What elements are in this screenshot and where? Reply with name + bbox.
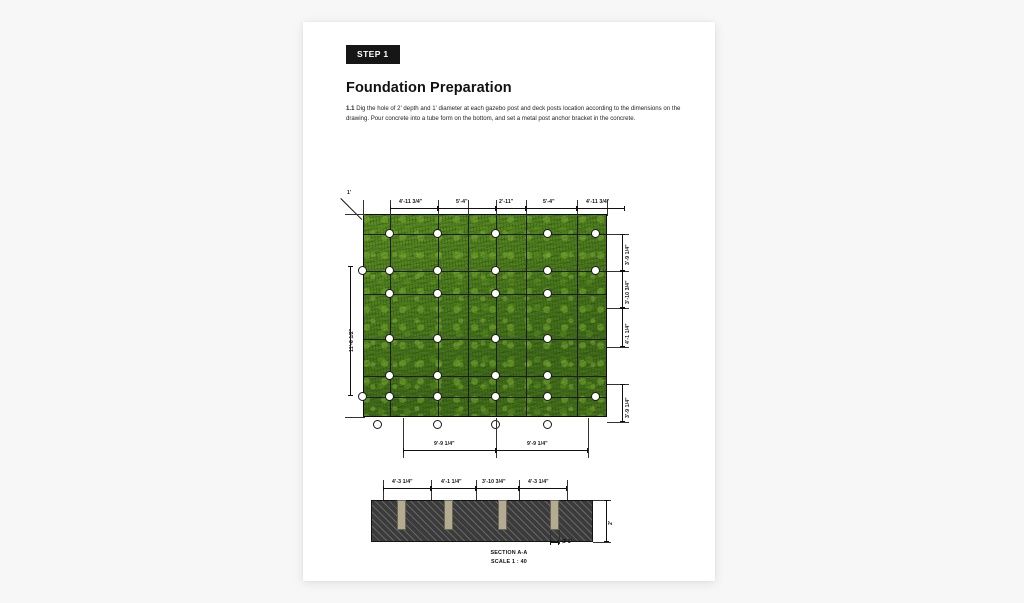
plan-top-dim-line bbox=[496, 208, 526, 209]
instruction-text: Dig the hole of 2' depth and 1' diameter at each gazebo post and deck posts location according to the dimensions on the drawing. Pour concrete into a tube form on the bottom, and set a metal post anchor bracket in the concrete. bbox=[346, 105, 681, 122]
plan-bottom-dim-line bbox=[496, 450, 588, 451]
plan-grass-area bbox=[363, 214, 607, 417]
page-title: Foundation Preparation bbox=[346, 80, 512, 96]
corner-note-label: 1' bbox=[347, 190, 351, 196]
instruction-number: 1.1 bbox=[346, 105, 355, 112]
plan-grid-line-v bbox=[390, 214, 391, 417]
section-dim-label: 4'-1 1/4" bbox=[441, 479, 462, 485]
section-caption-title: SECTION A-A bbox=[490, 550, 528, 556]
post-hole bbox=[433, 229, 442, 238]
section-footing bbox=[397, 500, 406, 530]
plan-grid-line-v bbox=[438, 214, 439, 417]
plan-top-dim-line bbox=[526, 208, 577, 209]
post-hole bbox=[433, 289, 442, 298]
plan-right-dim-line bbox=[622, 234, 623, 271]
plan-top-dim-line bbox=[438, 208, 496, 209]
ext-line bbox=[345, 214, 365, 215]
plan-grid-line-v bbox=[496, 214, 497, 417]
post-hole bbox=[385, 266, 394, 275]
plan-grid-line-h bbox=[363, 397, 607, 398]
section-dim-label: 4'-3 1/4" bbox=[528, 479, 549, 485]
ext-line bbox=[559, 530, 560, 544]
post-hole bbox=[433, 266, 442, 275]
plan-top-dim-label: 5'-4" bbox=[456, 199, 468, 205]
ext-line bbox=[607, 422, 629, 423]
ext-line bbox=[567, 480, 568, 500]
plan-grid-line-h bbox=[363, 376, 607, 377]
plan-right-dim-label: 4'-1 1/4" bbox=[625, 323, 631, 344]
post-hole bbox=[543, 266, 552, 275]
ext-line bbox=[607, 347, 629, 348]
plan-top-dim-label: 4'-11 3/4" bbox=[399, 199, 423, 205]
ext-line bbox=[607, 271, 629, 272]
post-hole bbox=[433, 392, 442, 401]
post-hole bbox=[491, 289, 500, 298]
section-dim-line bbox=[383, 488, 431, 489]
plan-grid-line-h bbox=[363, 271, 607, 272]
plan-grid-line-h bbox=[363, 294, 607, 295]
section-dim-line bbox=[476, 488, 519, 489]
section-diameter-label: Ø 1' bbox=[562, 539, 572, 545]
section-depth-dim-line bbox=[606, 500, 607, 542]
post-hole bbox=[591, 392, 600, 401]
post-hole bbox=[543, 229, 552, 238]
post-hole bbox=[373, 420, 382, 429]
post-hole bbox=[491, 266, 500, 275]
plan-right-dim-line bbox=[622, 308, 623, 347]
section-caption-scale: SCALE 1 : 40 bbox=[491, 559, 527, 565]
post-hole bbox=[543, 334, 552, 343]
section-dim-line bbox=[431, 488, 476, 489]
ext-line bbox=[588, 418, 589, 458]
plan-outline-bottom bbox=[363, 416, 607, 417]
section-footing bbox=[498, 500, 507, 530]
section-depth-label: 2' bbox=[608, 520, 614, 525]
post-hole bbox=[385, 229, 394, 238]
plan-grid-line-h bbox=[363, 339, 607, 340]
ext-line bbox=[593, 542, 611, 543]
post-hole bbox=[543, 371, 552, 380]
plan-grid-line-h bbox=[363, 234, 607, 235]
post-hole bbox=[358, 266, 367, 275]
plan-bottom-dim-label: 9'-9 1/4" bbox=[434, 441, 455, 447]
post-hole bbox=[543, 289, 552, 298]
plan-bottom-dim-line bbox=[403, 450, 496, 451]
post-hole bbox=[433, 420, 442, 429]
post-hole bbox=[385, 334, 394, 343]
step-badge: STEP 1 bbox=[346, 45, 400, 64]
plan-top-dim-label: 4'-11 3/4" bbox=[586, 199, 610, 205]
ext-line bbox=[607, 234, 629, 235]
post-hole bbox=[385, 289, 394, 298]
post-hole bbox=[491, 371, 500, 380]
post-hole bbox=[591, 229, 600, 238]
plan-outline-right bbox=[606, 214, 607, 417]
section-diameter-dim-line bbox=[550, 542, 559, 543]
ext-line bbox=[345, 417, 365, 418]
post-hole bbox=[358, 392, 367, 401]
post-hole bbox=[491, 392, 500, 401]
plan-left-dim-label: 11'-6 1/2" bbox=[349, 328, 355, 352]
corner-leader-line bbox=[341, 198, 363, 220]
plan-grid-line-v bbox=[577, 214, 578, 417]
post-hole bbox=[543, 420, 552, 429]
post-hole bbox=[543, 392, 552, 401]
post-hole bbox=[591, 266, 600, 275]
post-hole bbox=[433, 371, 442, 380]
document-page bbox=[303, 22, 715, 581]
post-hole bbox=[491, 229, 500, 238]
plan-right-dim-label: 3'-9 1/4" bbox=[625, 244, 631, 265]
section-dim-line bbox=[519, 488, 567, 489]
section-footing bbox=[550, 500, 559, 530]
plan-right-dim-label: 3'-9 1/4" bbox=[625, 397, 631, 418]
post-hole bbox=[491, 334, 500, 343]
post-hole bbox=[433, 334, 442, 343]
section-footing bbox=[444, 500, 453, 530]
plan-top-dim-label: 5'-4" bbox=[543, 199, 555, 205]
grass-texture bbox=[363, 214, 607, 417]
plan-right-dim-line bbox=[622, 384, 623, 422]
plan-outline-top bbox=[363, 214, 607, 215]
plan-grid-line-v bbox=[468, 214, 469, 417]
post-hole bbox=[385, 392, 394, 401]
plan-grid-line-v bbox=[526, 214, 527, 417]
section-dim-label: 4'-3 1/4" bbox=[392, 479, 413, 485]
plan-right-dim-line bbox=[622, 271, 623, 308]
plan-bottom-dim-label: 9'-9 1/4" bbox=[527, 441, 548, 447]
ext-line bbox=[607, 384, 629, 385]
plan-top-dim-line bbox=[577, 208, 625, 209]
plan-top-dim-label: 2'-11" bbox=[499, 199, 514, 205]
plan-outline-left bbox=[363, 214, 364, 417]
plan-top-dim-line bbox=[390, 208, 438, 209]
ext-line bbox=[607, 308, 629, 309]
section-dim-label: 3'-10 3/4" bbox=[482, 479, 506, 485]
post-hole bbox=[385, 371, 394, 380]
foundation-drawing bbox=[303, 22, 715, 581]
plan-right-dim-label: 3'-10 3/4" bbox=[625, 280, 631, 304]
